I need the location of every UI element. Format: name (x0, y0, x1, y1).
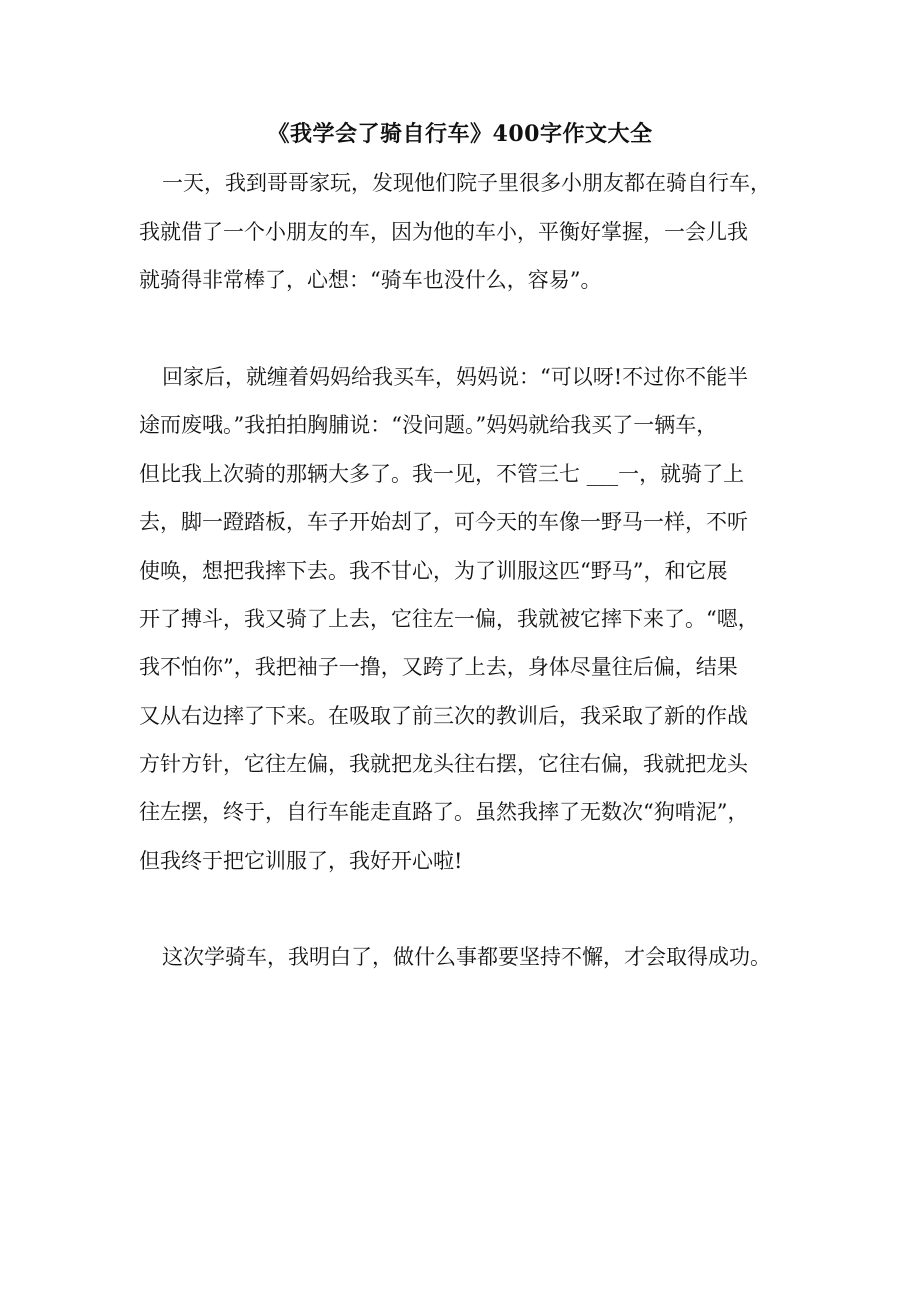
paragraph-1-line-3: 就骑得非常棒了，心想：“骑车也没什么，容易”。 (139, 268, 602, 292)
paragraph-2-line-1: 回家后，就缠着妈妈给我买车，妈妈说：“可以呀!不过你不能半 (162, 365, 749, 389)
paragraph-1-line-2: 我就借了一个小朋友的车，因为他的车小，平衡好掌握，一会儿我 (139, 220, 748, 244)
paragraph-3-line-1: 这次学骑车，我明白了，做什么事都要坚持不懈，才会取得成功。 (162, 945, 771, 969)
paragraph-2-line-11: 但我终于把它训服了，我好开心啦! (139, 849, 463, 873)
paragraph-1-line-1: 一天，我到哥哥家玩，发现他们院子里很多小朋友都在骑自行车， (162, 171, 771, 195)
paragraph-2-line-3: 但比我上次骑的那辆大多了。我一见，不管三七 ___一，就骑了上 (139, 462, 745, 486)
paragraph-2-line-6: 开了搏斗，我又骑了上去，它往左一偏，我就被它摔下来了。“嗯， (139, 607, 759, 631)
paragraph-2-line-4: 去，脚一蹬踏板，车子开始刦了，可今天的车像一野马一样，不听 (139, 510, 748, 534)
document-title: 《我学会了骑自行车》400字作文大全 (267, 121, 653, 147)
paragraph-2-line-8: 又从右边摔了下来。在吸取了前三次的教训后，我采取了新的作战 (139, 704, 748, 728)
paragraph-2-line-5: 使唤，想把我摔下去。我不甘心，为了训服这匹“野马”，和它展 (139, 559, 728, 583)
paragraph-2-line-9: 方针方针，它往左偏，我就把龙头往右摆，它往右偏，我就把龙头 (139, 752, 748, 776)
paragraph-2-line-2: 途而废哦。”我拍拍胸脯说：“没问题。”妈妈就给我买了一辆车， (139, 413, 718, 437)
paragraph-2-line-10: 往左摆，终于，自行车能走直路了。虽然我摔了无数次“狗啃泥”， (139, 800, 749, 824)
paragraph-2-line-7: 我不怕你”，我把袖子一撸，又跨了上去，身体尽量往后偏，结果 (139, 655, 738, 679)
